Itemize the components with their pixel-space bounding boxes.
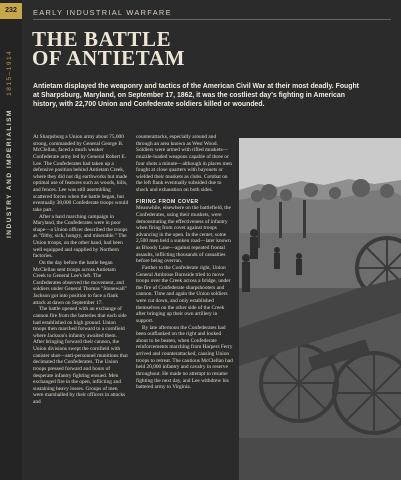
section-divider <box>33 19 391 20</box>
article-title <box>32 27 332 70</box>
paragraph: By late afternoon the Confederates had been outflanked on the right and looked about to be beaten, when Confederate reinforcements marching from Harpers Ferry arrived and counterattacked, causing Union troops to retreat. The cautious McClellan had held 20,000 infantry and cavalry in reserve throughout. He made no attempt to resume fighting the next day, and Lee withdrew his battered army to Virginia. <box>136 324 233 391</box>
article-intro: Antietam displayed the weaponry and tactics of the American Civil War at their most deadly. Fought at Sharpsburg, Maryland, on September 17, 1862, it was the costliest day's fighting in American history, with 22,700 Union and Confederate soldiers killed or wounded. <box>33 83 359 108</box>
text-column-2 <box>136 134 234 391</box>
title-line-1: THE BATTLE <box>32 27 172 51</box>
paragraph: At Sharpsburg a Union army about 75,000 strong, commanded by General George B. McClellan, faced a much weaker Confederate army led by General Robert E. Lee. The Confederates had taken up a defensive position behind Antietam Creek, where they did not dig earthworks but made optimal use of features such as woods, hills, and fences. Lee was still assembling scattered forces when the battle began, but eventually 38,000 Confederate troops would take part. <box>33 134 129 213</box>
subheading: FIRING FROM COVER <box>136 198 199 205</box>
battlefield-photograph <box>239 138 401 480</box>
paragraph: counterattacks, especially around and through an area known as West Wood. Soldiers were armed with rifled muskets—muzzle-loaded weapons capable of three or four shots a minute—although in places men fought at close quarters with bayonets or wielded their muskets as clubs. Combat on the left flank eventually subsided due to shock and exhaustion on both sides. <box>136 134 232 193</box>
photo-artwork <box>239 138 401 480</box>
chapter-label-dates: 1815–1914 <box>6 49 13 96</box>
chapter-label-spacer <box>6 99 13 106</box>
paragraph: After a hard marching campaign in Maryland, the Confederates were in poor shape—a Union officer described the troops as "filthy, sick, hungry, and miserable." The Union troops, on the other hand, had been well equipped and supplied by Northern factories. <box>33 213 128 260</box>
paragraph: Meanwhile, elsewhere on the battlefield, the Confederates, using their muskets, were demonstrating the effectiveness of infantry when firing from cover against troops advancing in the open. In the center, some 2,500 men held a sunken road—later known as Bloody Lane—against repeated frontal assaults, inflicting thousands of casualties before being overrun. <box>136 205 231 265</box>
paragraph: Farther to the Confederate right, Union General Ambrose Burnside tried to move troops over the Creek across a bridge, under the fire of Confederate sharpshooters and cannon. Time and again the Union soldiers were cut down, and only established themselves on the other side of the Creek after bringing up their own artillery in support. <box>136 264 231 324</box>
text-column-1 <box>33 134 129 406</box>
section-heading: EARLY INDUSTRIAL WARFARE <box>33 8 172 17</box>
chapter-label <box>6 28 18 238</box>
page-number: 232 <box>0 3 22 19</box>
paragraph: On the day before the battle began McClellan sent troops across Antietam Creek to General Lee's left. The Confederates observed the movement, and soldiers under General Thomas "Stonewall" Jackson got into position to face a flank attack at dawn on September 17. <box>33 259 127 306</box>
chapter-label-title: INDUSTRY AND IMPERIALISM <box>6 109 13 238</box>
paragraph: The battle opened with an exchange of cannon fire from the batteries that each side had established on high ground. Union troops then marched forward to a cornfield where Jackson's infantry awaited them. After bringing forward their cannon, the Union divisions swept the cornfield with canister shot—anti-personnel munitions that decimated the Confederates. The Union troops pressed forward and hours of desperate infantry fighting ensued. Men exchanged fire in the open, inflicting and sustaining heavy losses. Groups of men were marshalled by their officers in attacks and <box>33 306 128 405</box>
title-line-2: OF ANTIETAM <box>32 46 186 70</box>
